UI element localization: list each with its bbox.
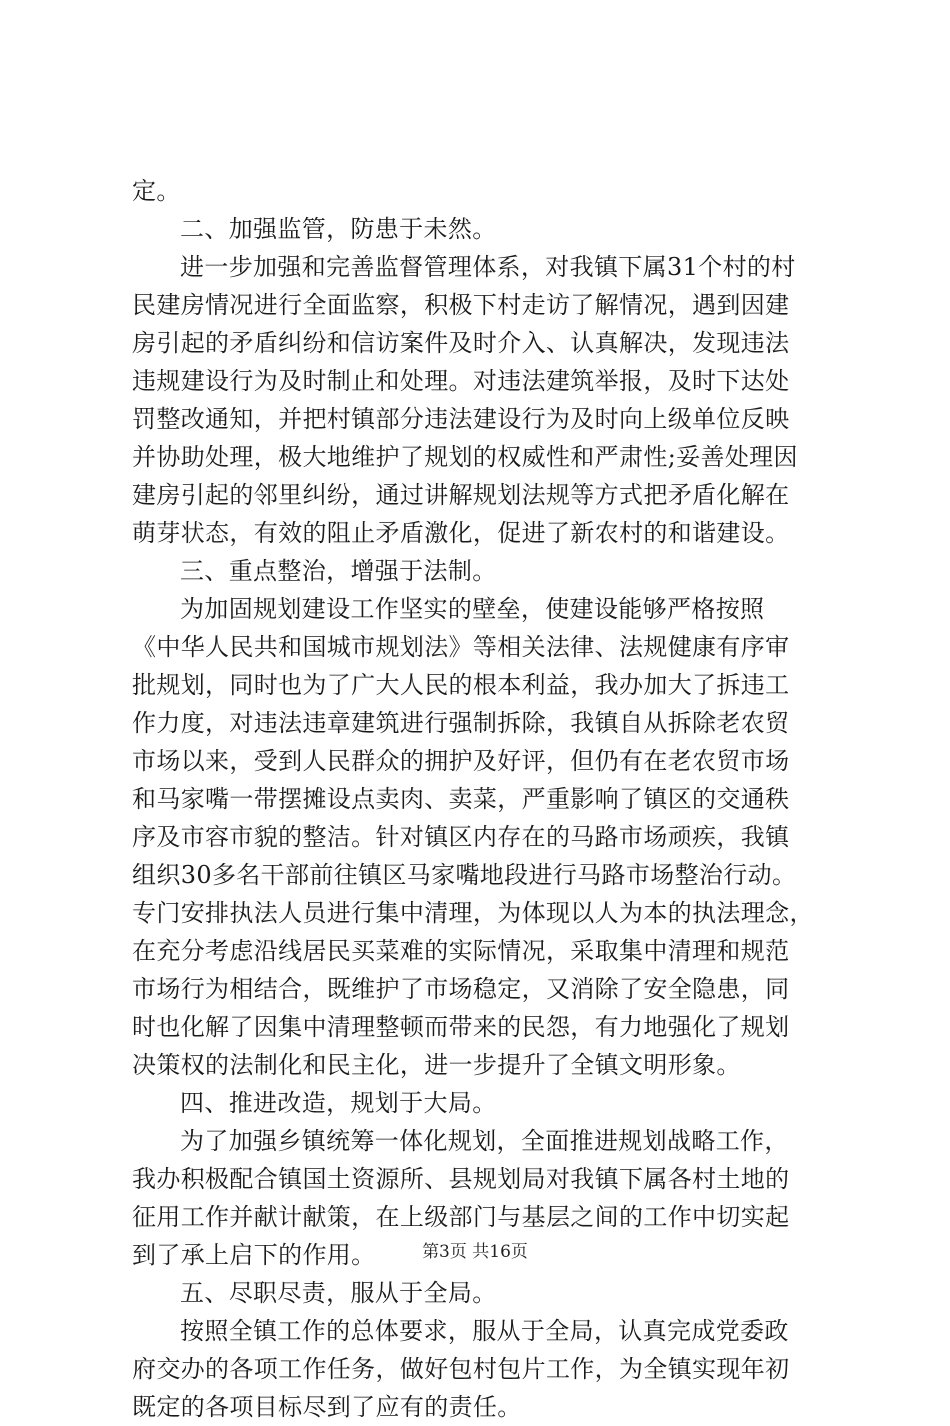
text-line: 五、尽职尽责，服从于全局。	[180, 1279, 497, 1307]
text-line: 时也化解了因集中清理整顿而带来的民怨，有力地强化了规划	[132, 1013, 790, 1041]
text-line: 按照全镇工作的总体要求，服从于全局，认真完成党委政	[180, 1317, 789, 1345]
text-line: 和马家嘴一带摆摊设点卖肉、卖菜，严重影响了镇区的交通秩	[132, 785, 790, 813]
text-line: 决策权的法制化和民主化，进一步提升了全镇文明形象。	[132, 1051, 741, 1079]
text-line: 我办积极配合镇国土资源所、县规划局对我镇下属各村土地的	[132, 1165, 790, 1193]
text-line: 征用工作并献计献策，在上级部门与基层之间的工作中切实起	[132, 1203, 790, 1231]
text-line: 组织30多名干部前往镇区马家嘴地段进行马路市场整治行动。	[132, 861, 797, 889]
text-line: 为加固规划建设工作坚实的壁垒，使建设能够严格按照	[180, 595, 765, 623]
text-line: 作力度，对违法违章建筑进行强制拆除，我镇自从拆除老农贸	[132, 709, 790, 737]
text-line: 建房引起的邻里纠纷，通过讲解规划法规等方式把矛盾化解在	[132, 481, 790, 509]
document-body	[132, 172, 844, 1426]
text-line: 民建房情况进行全面监察，积极下村走访了解情况，遇到因建	[132, 291, 790, 319]
text-line: 并协助处理，极大地维护了规划的权威性和严肃性;妥善处理因	[132, 443, 798, 471]
text-line: 府交办的各项工作任务，做好包村包片工作，为全镇实现年初	[132, 1355, 790, 1383]
text-line: 市场以来，受到人民群众的拥护及好评，但仍有在老农贸市场	[132, 747, 790, 775]
text-line: 专门安排执法人员进行集中清理，为体现以人为本的执法理念，	[132, 899, 814, 927]
text-line: 进一步加强和完善监督管理体系，对我镇下属31个村的村	[180, 253, 796, 281]
text-line: 为了加强乡镇统筹一体化规划，全面推进规划战略工作，	[180, 1127, 789, 1155]
text-line: 市场行为相结合，既维护了市场稳定，又消除了安全隐患，同	[132, 975, 790, 1003]
text-line: 房引起的矛盾纠纷和信访案件及时介入、认真解决，发现违法	[132, 329, 790, 357]
text-line: 批规划，同时也为了广大人民的根本利益，我办加大了拆违工	[132, 671, 790, 699]
page-footer: 第3页 共16页	[422, 1242, 528, 1262]
text-line: 三、重点整治，增强于法制。	[180, 557, 497, 585]
text-line: 在充分考虑沿线居民买菜难的实际情况，采取集中清理和规范	[132, 937, 790, 965]
text-line: 四、推进改造，规划于大局。	[180, 1089, 497, 1117]
text-line: 既定的各项目标尽到了应有的责任。	[132, 1393, 522, 1421]
text-line: 到了承上启下的作用。	[132, 1241, 376, 1269]
text-line: 定。	[132, 177, 181, 205]
text-line: 二、加强监管，防患于未然。	[180, 215, 497, 243]
text-line: 萌芽状态，有效的阻止矛盾激化，促进了新农村的和谐建设。	[132, 519, 790, 547]
text-line: 罚整改通知，并把村镇部分违法建设行为及时向上级单位反映	[132, 405, 790, 433]
text-line: 违规建设行为及时制止和处理。对违法建筑举报，及时下达处	[132, 367, 790, 395]
text-line: 《中华人民共和国城市规划法》等相关法律、法规健康有序审	[132, 633, 790, 661]
text-line: 序及市容市貌的整洁。针对镇区内存在的马路市场顽疾，我镇	[132, 823, 790, 851]
